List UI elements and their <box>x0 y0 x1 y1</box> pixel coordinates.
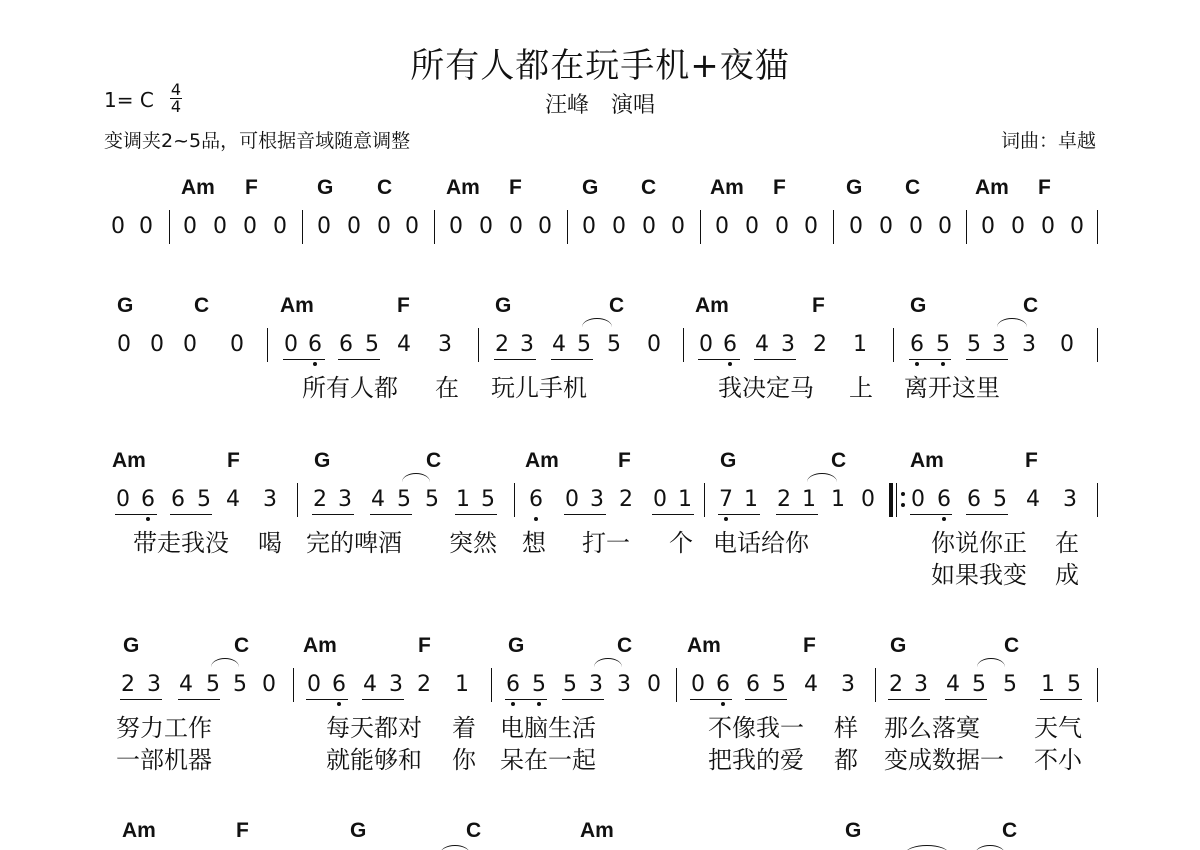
chord-symbol: G <box>495 294 512 317</box>
time-sig-bottom: 4 <box>170 97 182 116</box>
eighth-beam <box>306 699 348 700</box>
page-title: 所有人都在玩手机+夜猫 <box>410 46 790 86</box>
chord-symbol: Am <box>112 449 146 472</box>
note: 4 <box>804 672 818 697</box>
note: 0 <box>909 214 923 239</box>
chord-symbol: Am <box>280 294 314 317</box>
note: 6 <box>339 332 353 357</box>
lyric: 如果我变 <box>931 561 1027 589</box>
barline <box>683 328 684 362</box>
note: 0 <box>1070 214 1084 239</box>
lyric: 呆在一起 <box>500 746 596 774</box>
note: 3 <box>338 487 352 512</box>
note: 0 <box>111 214 125 239</box>
chord-symbol: Am <box>580 819 614 842</box>
note: 2 <box>313 487 327 512</box>
note: 3 <box>841 672 855 697</box>
note: 0 <box>479 214 493 239</box>
chord-symbol: F <box>245 176 258 199</box>
chord-symbol: C <box>1002 819 1018 842</box>
note: 0 <box>1060 332 1074 357</box>
note: 3 <box>438 332 452 357</box>
eighth-beam <box>178 699 220 700</box>
note: 0 <box>699 332 713 357</box>
chord-symbol: F <box>509 176 522 199</box>
barline <box>833 210 834 244</box>
chord-symbol: Am <box>181 176 215 199</box>
note: 4 <box>1026 487 1040 512</box>
low-octave-dot <box>511 702 515 706</box>
eighth-beam <box>562 699 604 700</box>
note: 0 <box>509 214 523 239</box>
low-octave-dot <box>724 517 728 521</box>
note: 0 <box>405 214 419 239</box>
chord-symbol: F <box>812 294 825 317</box>
note: 5 <box>967 332 981 357</box>
note: 6 <box>746 672 760 697</box>
note: 5 <box>607 332 621 357</box>
chord-symbol: F <box>1038 176 1051 199</box>
key-label: 1= C <box>104 88 154 112</box>
note: 5 <box>577 332 591 357</box>
eighth-beam <box>170 514 212 515</box>
note: 1 <box>853 332 867 357</box>
lyric: 在 <box>435 374 459 402</box>
barline <box>169 210 170 244</box>
eighth-beam <box>745 699 787 700</box>
eighth-beam <box>652 514 694 515</box>
eighth-beam <box>1040 699 1082 700</box>
note: 4 <box>226 487 240 512</box>
note: 0 <box>538 214 552 239</box>
note: 5 <box>197 487 211 512</box>
tie <box>905 845 949 850</box>
barline <box>434 210 435 244</box>
note: 0 <box>1011 214 1025 239</box>
barline <box>893 328 894 362</box>
lyric: 着 <box>452 714 476 742</box>
chord-symbol: G <box>910 294 927 317</box>
chord-symbol: F <box>236 819 249 842</box>
chord-symbol: Am <box>303 634 337 657</box>
lyric: 电脑生活 <box>500 714 596 742</box>
eighth-beam <box>718 514 760 515</box>
capo-note: 变调夹2~5品，可根据音域随意调整 <box>104 130 411 152</box>
eighth-beam <box>312 514 354 515</box>
chord-symbol: G <box>123 634 140 657</box>
barline <box>293 668 294 702</box>
lyric: 你说你正 <box>931 529 1027 557</box>
note: 5 <box>532 672 546 697</box>
note: 3 <box>263 487 277 512</box>
barline <box>297 483 298 517</box>
eighth-beam <box>945 699 987 700</box>
chord-symbol: Am <box>910 449 944 472</box>
chord-symbol: F <box>618 449 631 472</box>
chord-symbol: Am <box>122 819 156 842</box>
low-octave-dot <box>313 362 317 366</box>
lyric: 每天都对 <box>326 714 422 742</box>
note: 6 <box>332 672 346 697</box>
note: 3 <box>589 672 603 697</box>
note: 0 <box>284 332 298 357</box>
chord-symbol: C <box>234 634 250 657</box>
chord-symbol: C <box>905 176 921 199</box>
barline <box>676 668 677 702</box>
note: 5 <box>233 672 247 697</box>
note: 1 <box>455 672 469 697</box>
chord-symbol: C <box>194 294 210 317</box>
note: 0 <box>642 214 656 239</box>
lyric: 努力工作 <box>116 714 212 742</box>
note: 0 <box>861 487 875 512</box>
barline <box>875 668 876 702</box>
note: 6 <box>171 487 185 512</box>
note: 2 <box>417 672 431 697</box>
note: 4 <box>371 487 385 512</box>
chord-symbol: Am <box>710 176 744 199</box>
note: 5 <box>206 672 220 697</box>
low-octave-dot <box>537 702 541 706</box>
note: 6 <box>141 487 155 512</box>
note: 0 <box>691 672 705 697</box>
eighth-beam <box>888 699 930 700</box>
note: 3 <box>1022 332 1036 357</box>
barline <box>1097 210 1098 244</box>
note: 5 <box>1003 672 1017 697</box>
chord-symbol: G <box>117 294 134 317</box>
chord-symbol: C <box>1004 634 1020 657</box>
note: 0 <box>243 214 257 239</box>
barline <box>491 668 492 702</box>
eighth-beam <box>910 514 952 515</box>
lyric: 喝 <box>258 529 282 557</box>
lyric: 完的啤酒 <box>306 529 402 557</box>
eighth-beam <box>370 514 412 515</box>
note: 0 <box>775 214 789 239</box>
note: 0 <box>1041 214 1055 239</box>
note: 4 <box>397 332 411 357</box>
low-octave-dot <box>942 517 946 521</box>
note: 0 <box>377 214 391 239</box>
tie <box>582 318 612 327</box>
chord-symbol: C <box>831 449 847 472</box>
note: 6 <box>716 672 730 697</box>
note: 0 <box>565 487 579 512</box>
chord-symbol: C <box>609 294 625 317</box>
tie <box>807 473 837 482</box>
note: 2 <box>889 672 903 697</box>
lyric: 成 <box>1055 561 1079 589</box>
low-octave-dot <box>941 362 945 366</box>
barline <box>1097 668 1098 702</box>
note: 5 <box>563 672 577 697</box>
chord-symbol: Am <box>695 294 729 317</box>
chord-symbol: C <box>641 176 657 199</box>
note: 0 <box>262 672 276 697</box>
eighth-beam <box>494 359 536 360</box>
note: 0 <box>307 672 321 697</box>
eighth-beam <box>909 359 951 360</box>
note: 5 <box>993 487 1007 512</box>
note: 4 <box>755 332 769 357</box>
chord-symbol: G <box>846 176 863 199</box>
note: 0 <box>981 214 995 239</box>
note: 3 <box>590 487 604 512</box>
lyric: 带走我没 <box>133 529 229 557</box>
note: 0 <box>273 214 287 239</box>
chord-symbol: Am <box>975 176 1009 199</box>
eighth-beam <box>120 699 162 700</box>
note: 0 <box>116 487 130 512</box>
note: 2 <box>619 487 633 512</box>
note: 6 <box>910 332 924 357</box>
note: 0 <box>139 214 153 239</box>
tie <box>997 318 1027 327</box>
barline <box>567 210 568 244</box>
eighth-beam <box>115 514 157 515</box>
note: 3 <box>520 332 534 357</box>
tie <box>977 658 1005 667</box>
lyric: 玩儿手机 <box>491 374 587 402</box>
lyric: 上 <box>849 374 873 402</box>
note: 0 <box>647 332 661 357</box>
note: 0 <box>213 214 227 239</box>
lyric: 天气 <box>1034 714 1082 742</box>
note: 1 <box>744 487 758 512</box>
note: 2 <box>121 672 135 697</box>
note: 4 <box>552 332 566 357</box>
note: 5 <box>972 672 986 697</box>
lyric: 把我的爱 <box>708 746 804 774</box>
note: 6 <box>529 487 543 512</box>
eighth-beam <box>455 514 497 515</box>
note: 0 <box>745 214 759 239</box>
chord-symbol: G <box>720 449 737 472</box>
eighth-beam <box>283 359 325 360</box>
lyric: 不小 <box>1034 746 1082 774</box>
note: 3 <box>992 332 1006 357</box>
chord-symbol: F <box>418 634 431 657</box>
lyric: 变成数据一 <box>884 746 1004 774</box>
note: 5 <box>365 332 379 357</box>
eighth-beam <box>776 514 818 515</box>
lyric: 个 <box>669 529 693 557</box>
time-sig-top: 4 <box>170 80 182 99</box>
note: 0 <box>347 214 361 239</box>
eighth-beam <box>690 699 732 700</box>
note: 6 <box>967 487 981 512</box>
lyric: 一部机器 <box>116 746 212 774</box>
note: 0 <box>150 332 164 357</box>
eighth-beam <box>551 359 593 360</box>
note: 1 <box>831 487 845 512</box>
chord-symbol: C <box>377 176 393 199</box>
note: 0 <box>715 214 729 239</box>
chord-symbol: F <box>397 294 410 317</box>
tie <box>440 845 470 850</box>
chord-symbol: G <box>845 819 862 842</box>
chord-symbol: C <box>426 449 442 472</box>
lyric: 就能够和 <box>326 746 422 774</box>
tie <box>211 658 239 667</box>
chord-symbol: C <box>466 819 482 842</box>
chord-symbol: C <box>1023 294 1039 317</box>
lyric: 所有人都 <box>302 374 398 402</box>
note: 0 <box>449 214 463 239</box>
barline <box>966 210 967 244</box>
lyric: 样 <box>834 714 858 742</box>
note: 0 <box>117 332 131 357</box>
note: 2 <box>495 332 509 357</box>
eighth-beam <box>966 359 1008 360</box>
lyric: 电话给你 <box>713 529 809 557</box>
chord-symbol: F <box>773 176 786 199</box>
barline <box>302 210 303 244</box>
note: 0 <box>183 332 197 357</box>
low-octave-dot <box>915 362 919 366</box>
lyric: 你 <box>452 746 476 774</box>
barline <box>1097 483 1098 517</box>
note: 5 <box>397 487 411 512</box>
note: 0 <box>230 332 244 357</box>
note: 0 <box>183 214 197 239</box>
note: 1 <box>802 487 816 512</box>
chord-symbol: G <box>350 819 367 842</box>
eighth-beam <box>362 699 404 700</box>
note: 4 <box>363 672 377 697</box>
barline <box>267 328 268 362</box>
note: 0 <box>849 214 863 239</box>
note: 0 <box>671 214 685 239</box>
note: 5 <box>1067 672 1081 697</box>
note: 3 <box>147 672 161 697</box>
note: 6 <box>723 332 737 357</box>
note: 0 <box>938 214 952 239</box>
eighth-beam <box>505 699 547 700</box>
tie <box>975 845 1005 850</box>
note: 5 <box>425 487 439 512</box>
eighth-beam <box>754 359 796 360</box>
chord-symbol: C <box>617 634 633 657</box>
lyricist-composer-credit: 词曲：卓越 <box>1000 130 1096 152</box>
note: 0 <box>647 672 661 697</box>
tie <box>594 658 622 667</box>
lyric: 离开这里 <box>904 374 1000 402</box>
chord-symbol: F <box>227 449 240 472</box>
note: 0 <box>612 214 626 239</box>
note: 0 <box>879 214 893 239</box>
chord-symbol: G <box>314 449 331 472</box>
note: 1 <box>456 487 470 512</box>
eighth-beam <box>338 359 380 360</box>
lyric: 都 <box>834 746 858 774</box>
low-octave-dot <box>721 702 725 706</box>
note: 3 <box>617 672 631 697</box>
note: 4 <box>179 672 193 697</box>
tie <box>402 473 430 482</box>
lyric: 想 <box>522 529 546 557</box>
eighth-beam <box>966 514 1008 515</box>
low-octave-dot <box>146 517 150 521</box>
score-system-5 <box>0 813 1200 850</box>
note: 6 <box>937 487 951 512</box>
note: 2 <box>777 487 791 512</box>
lyric: 在 <box>1055 529 1079 557</box>
barline <box>1097 328 1098 362</box>
note: 1 <box>678 487 692 512</box>
chord-symbol: Am <box>687 634 721 657</box>
chord-symbol: G <box>582 176 599 199</box>
low-octave-dot <box>337 702 341 706</box>
low-octave-dot <box>728 362 732 366</box>
chord-symbol: Am <box>525 449 559 472</box>
note: 6 <box>308 332 322 357</box>
lyric: 我决定马 <box>718 374 814 402</box>
note: 5 <box>481 487 495 512</box>
singer-credit: 汪峰 演唱 <box>544 93 655 118</box>
note: 0 <box>582 214 596 239</box>
note: 3 <box>1063 487 1077 512</box>
note: 3 <box>914 672 928 697</box>
note: 0 <box>653 487 667 512</box>
eighth-beam <box>698 359 740 360</box>
chord-symbol: F <box>803 634 816 657</box>
eighth-beam <box>564 514 606 515</box>
note: 5 <box>936 332 950 357</box>
note: 7 <box>719 487 733 512</box>
chord-symbol: G <box>890 634 907 657</box>
lyric: 那么落寞 <box>884 714 980 742</box>
note: 2 <box>813 332 827 357</box>
note: 5 <box>772 672 786 697</box>
barline <box>700 210 701 244</box>
barline <box>514 483 515 517</box>
chord-symbol: G <box>508 634 525 657</box>
low-octave-dot <box>534 517 538 521</box>
note: 0 <box>911 487 925 512</box>
lyric: 突然 <box>449 529 497 557</box>
barline <box>704 483 705 517</box>
note: 1 <box>1041 672 1055 697</box>
note: 3 <box>781 332 795 357</box>
chord-symbol: G <box>317 176 334 199</box>
note: 0 <box>317 214 331 239</box>
chord-symbol: F <box>1025 449 1038 472</box>
note: 4 <box>946 672 960 697</box>
note: 0 <box>804 214 818 239</box>
note: 3 <box>389 672 403 697</box>
barline <box>478 328 479 362</box>
lyric: 打一 <box>582 529 630 557</box>
chord-symbol: Am <box>446 176 480 199</box>
note: 6 <box>506 672 520 697</box>
lyric: 不像我一 <box>708 714 804 742</box>
